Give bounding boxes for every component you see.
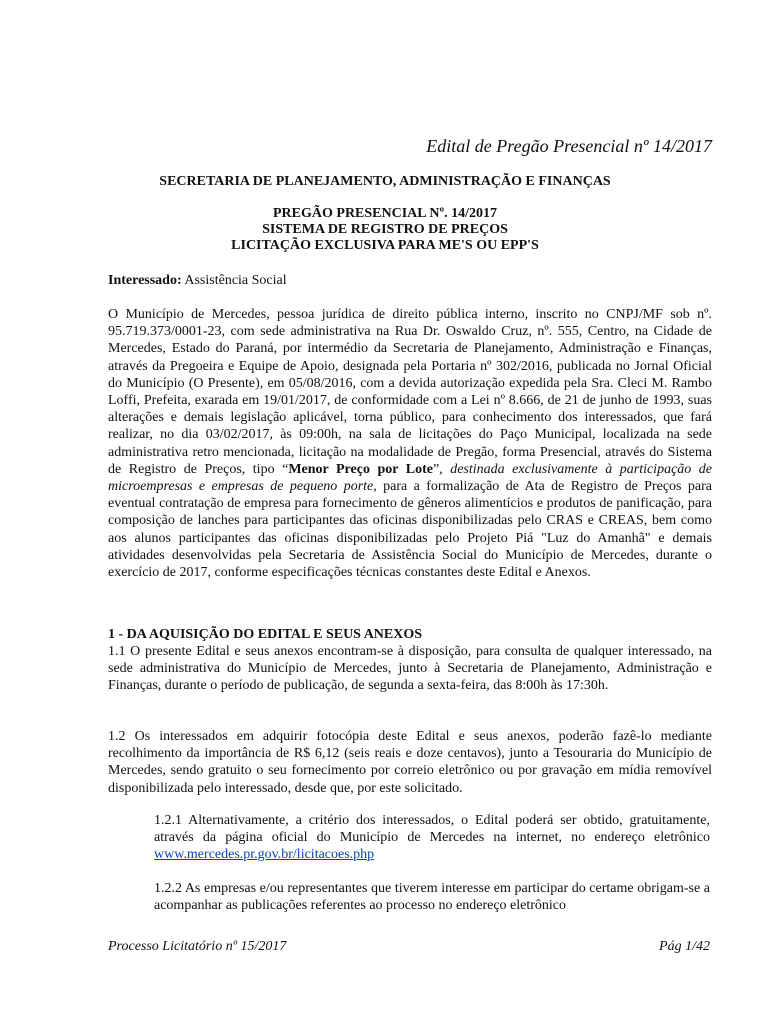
footer-processo: Processo Licitatório nº 15/2017 (108, 939, 287, 954)
pregao-heading-block (0, 206, 770, 254)
interessado-label: Interessado: (108, 273, 182, 288)
paragraph-1-2-2: 1.2.2 As empresas e/ou representantes que tiverem interesse em participar do certame obrigam-se a acompanhar as publicações referentes ao processo no endereço eletrônico (154, 881, 710, 914)
intro-paragraph (108, 306, 712, 581)
intro-bold-type: Menor Preço por Lote (288, 461, 433, 477)
intro-part-2: ”, (432, 461, 451, 477)
section-1-title: 1 - DA AQUISIÇÃO DO EDITAL E SEUS ANEXOS (108, 627, 423, 642)
paragraph-1-2: 1.2 Os interessados em adquirir fotocópia deste Edital e seus anexos, poderão fazê-lo mediante recolhimento da importância de R$ 6,12 (seis reais e doze centavos), junto a Tesouraria do Município de Mercedes, sendo gratuito o seu fornecimento por correio eletrônico ou por gravação em mídia removível disponibilizada pelo interessado, desde que, por este solicitado. (108, 729, 712, 796)
pregao-line-1: PREGÃO PRESENCIAL Nº. 14/2017 (273, 206, 497, 221)
footer-page-number: Pág 1/42 (659, 939, 710, 954)
interessado-line (108, 273, 287, 289)
paragraph-1-2-1-text: 1.2.1 Alternativamente, a critério dos interessados, o Edital poderá ser obtido, gratuitamente, através da página oficial do Município de Mercedes na internet, no endereço eletrônico (154, 813, 710, 846)
paragraph-1-2-1 (154, 812, 710, 864)
edital-title: Edital de Pregão Presencial nº 14/2017 (426, 136, 712, 156)
secretaria-heading: SECRETARIA DE PLANEJAMENTO, ADMINISTRAÇÃO E FINANÇAS (159, 174, 611, 189)
intro-italic: destinada exclusivamente à participação de microempresas e empresas de pequeno porte (108, 461, 713, 495)
pregao-line-2: SISTEMA DE REGISTRO DE PREÇOS (262, 222, 508, 237)
intro-part-1: O Município de Mercedes, pessoa jurídica de direito pública interno, inscrito no CNPJ/MF sob nº. 95.719.373/0001-23, com sede administrativa na Rua Dr. Oswaldo Cruz, nº. 555, Centro, na Cidade de Mercedes, Estado do Paraná, por intermédio da Secretaria de Planejamento, Administração e Finanças, através da Pregoeira e Equipe de Apoio, designada pela Portaria nº 302/2016, publicada no Jornal Oficial do Município (O Presente), em 05/08/2016, com a devida autorização expedida pela Sra. Cleci M. Rambo Loffi, Prefeita, exarada em 19/01/2017, de conformidade com a Lei nº 8.666, de 21 de junho de 1993, suas alterações e demais legislação aplicável, torna público, para conhecimento dos interessados, que fará realizar, no dia 03/02/2017, às 09:00h, na sala de licitações do Paço Municipal, localizada na sede administrativa retro mencionada, licitação na modalidade de Pregão, forma Presencial, através do Sistema de Registro de Preços, tipo “ (108, 307, 712, 477)
licitacoes-link[interactable]: www.mercedes.pr.gov.br/licitacoes.php (154, 847, 375, 863)
intro-part-3: , para a formalização de Ata de Registro de Preços para eventual contratação de empresa para fornecimento de gêneros alimentícios e produtos de panificação, para composição de lanches para participantes das oficinas disponibilizadas pelo CRAS e CREAS, bem como aos alunos participantes das oficinas disponibilizadas pelo Projeto Piá "Luz do Amanhã" e demais atividades desenvolvidas pela Secretaria de Assistência Social do Município de Mercedes, durante o exercício de 2017, conforme especificações técnicas constantes deste Edital e Anexos. (108, 479, 712, 581)
pregao-line-3: LICITAÇÃO EXCLUSIVA PARA ME'S OU EPP'S (231, 238, 539, 253)
paragraph-1-1: 1.1 O presente Edital e seus anexos encontram-se à disposição, para consulta de qualquer interessado, na sede administrativa do Município de Mercedes, junto à Secretaria de Planejamento, Administração e Finanças, durante o período de publicação, de segunda a sexta-feira, das 8:00h às 17:30h. (108, 644, 712, 694)
interessado-value: Assistência Social (181, 273, 287, 288)
